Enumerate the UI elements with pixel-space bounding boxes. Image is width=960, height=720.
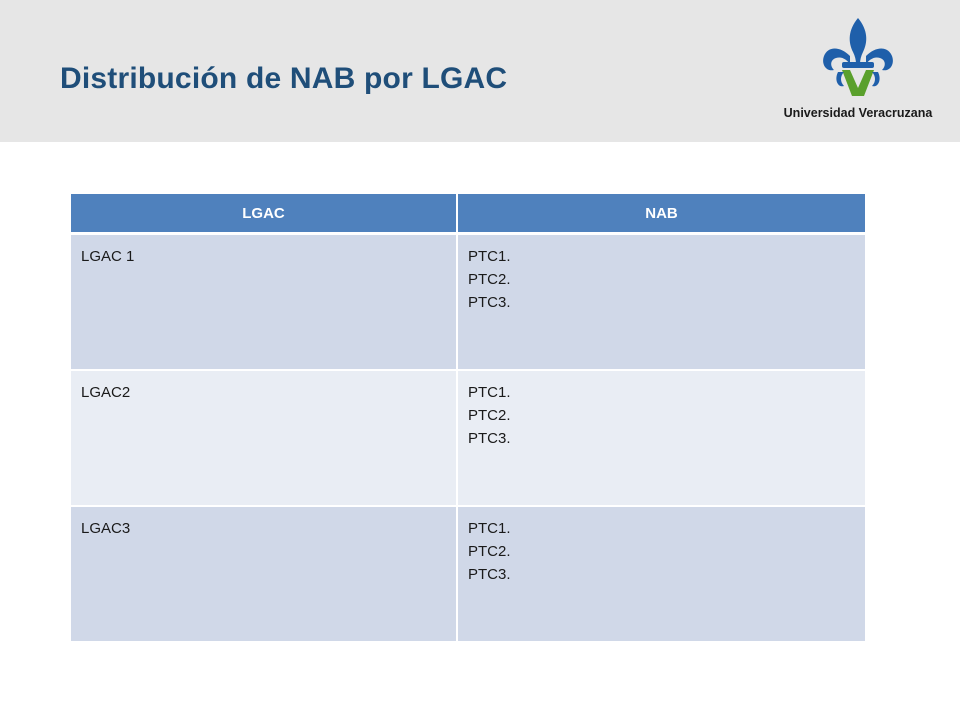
nab-item: PTC3. — [468, 430, 511, 447]
lgac-cell: LGAC2 — [71, 370, 457, 506]
fleur-de-lis-icon — [820, 16, 896, 100]
university-logo — [776, 16, 940, 126]
table-header-row — [71, 194, 865, 234]
slide-title: Distribución de NAB por LGAC — [60, 62, 508, 95]
nab-item: PTC1. — [468, 248, 511, 265]
lgac-cell: LGAC 1 — [71, 234, 457, 371]
table-row — [71, 234, 865, 371]
nab-item: PTC1. — [468, 384, 511, 401]
nab-item: PTC2. — [468, 543, 511, 560]
logo-wordmark: Universidad Veracruzana — [783, 106, 933, 120]
nab-cell — [457, 506, 865, 642]
lgac-cell: LGAC3 — [71, 506, 457, 642]
nab-item: PTC2. — [468, 271, 511, 288]
nab-cell — [457, 234, 865, 371]
lgac-nab-table — [71, 194, 865, 643]
table-row — [71, 370, 865, 506]
column-header-lgac: LGAC — [71, 194, 457, 234]
nab-item: PTC2. — [468, 407, 511, 424]
nab-item: PTC3. — [468, 294, 511, 311]
nab-item: PTC1. — [468, 520, 511, 537]
table-row — [71, 506, 865, 642]
nab-item: PTC3. — [468, 566, 511, 583]
nab-cell — [457, 370, 865, 506]
column-header-nab: NAB — [457, 194, 865, 234]
